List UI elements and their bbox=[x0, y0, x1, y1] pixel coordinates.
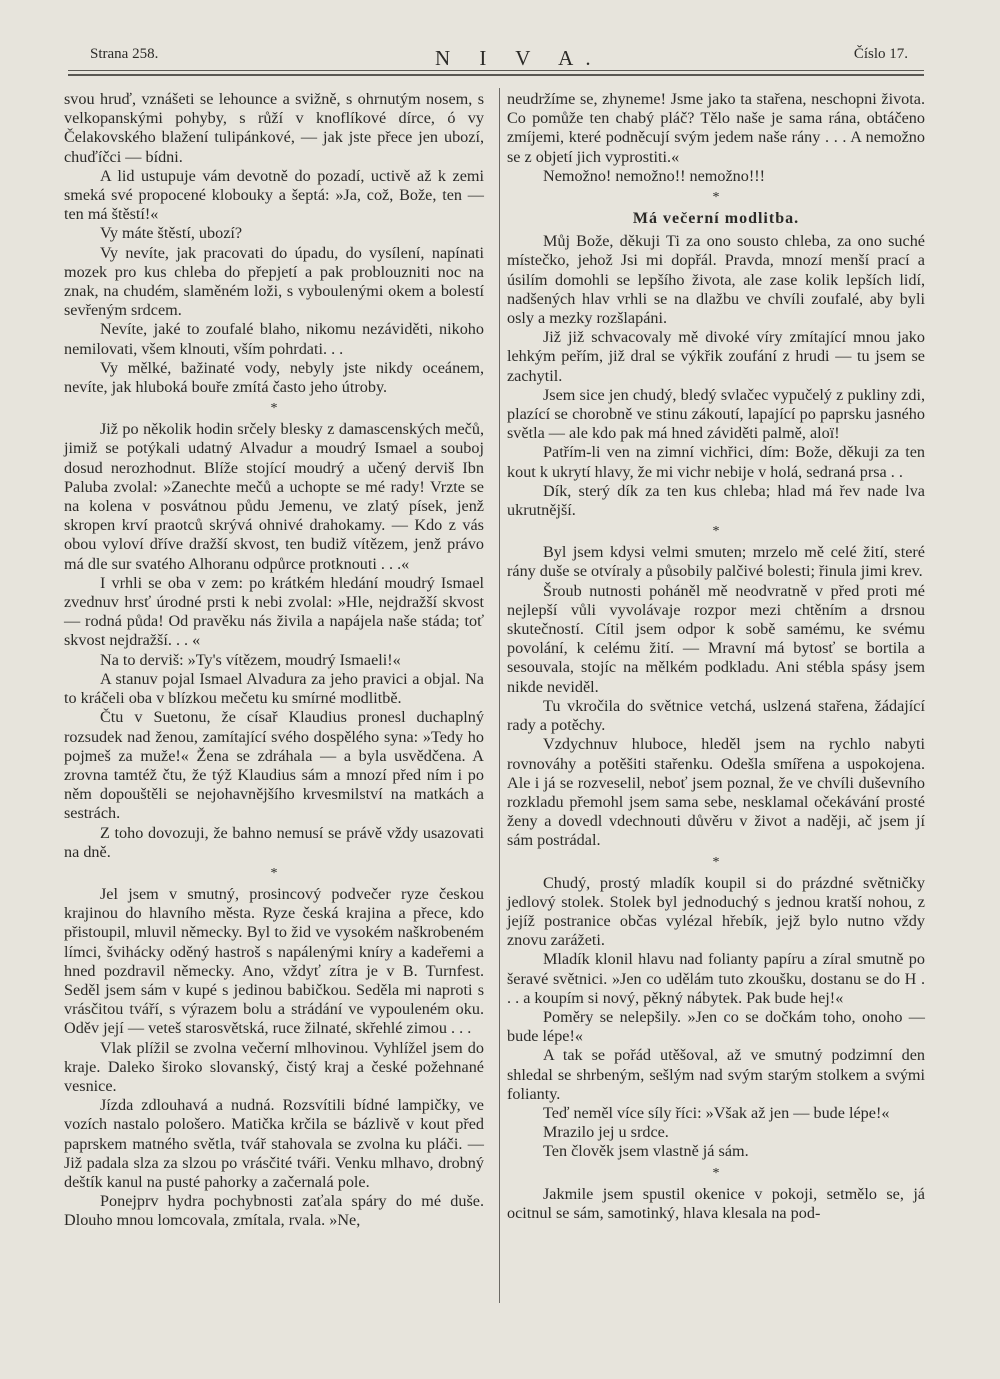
column-divider bbox=[499, 88, 500, 1303]
paragraph: Již po několik hodin srčely blesky z damascenských mečů, jimiž se potýkali udatný Alvadur a moudrý Ismael a souboj dosud nerozhodnut. Blíže stojící moudrý a učený derviš Ibn Paluba zvolal: »Zanechte mečů a uchopte se mé rady! Vrzte se na kolena v posvátnou půdu Jemenu, ve zlatý písek, jenž skropen krví praotců skrývá ohnivé drahokamy. — Kdo z vás obou vyloví dříve dražší skvost, ten budiž vítězem, jenž právo má dle sur svatého Alhoranu odpůrce protknouti . . .« bbox=[64, 420, 484, 573]
paragraph: Vlak plížil se zvolna večerní mlhovinou. Vyhlížel jsem do kraje. Daleko široko slovanský, čistý kraj a české požehnané vesnice. bbox=[64, 1038, 484, 1095]
section-separator-asterisk: * bbox=[270, 865, 278, 881]
section-heading: Má večerní modlitba. bbox=[632, 210, 800, 228]
right-column bbox=[507, 90, 925, 1223]
page-number: Strana 258. bbox=[90, 46, 159, 62]
paragraph: Vzdychnuv hluboce, hleděl jsem na rychlo nabyti rovnováhy a potěšiti stařenku. Odešla smířena a uspokojena. Ale i já se rozveselil, neboť jsem poznal, že ve chvíli duševního rozkladu přemohl jsem sama sebe, nesklamal očekávání prosté ženy a dovedl vdechnouti důvěru v život a naději, ač jsem jí sám postrádal. bbox=[507, 735, 925, 850]
paragraph: Ponejprv hydra pochybnosti zaťala spáry do mé duše. Dlouho mnou lomcovala, zmítala, rvala. »Ne, bbox=[64, 1192, 484, 1230]
paragraph: Poměry se nelepšily. »Jen co se dočkám toho, onoho — bude lépe!« bbox=[507, 1007, 925, 1046]
paragraph: Patřím-li ven na zimní vichřici, dím: Bože, děkuji za ten kout k ukrytí hlavy, že mi vichr nebije v holá, sedraná prsa . . bbox=[507, 443, 925, 481]
paragraph: Vy nevíte, jak pracovati do úpadu, do vysílení, napínati mozek pro kus chleba do přepjetí a pak problouzniti noc na znak, na chudém, slaměném loži, s vyboulenými okem a bolestí sevřeným srdcem. bbox=[64, 243, 484, 320]
paragraph: Čtu v Suetonu, že císař Klaudius pronesl duchaplný rozsudek nad ženou, zamítající svého dospělého syna: »Tedy ho pojmeš za muže!« Žena se zdráhala — a byla usvědčena. A zrovna tamtéž čtu, že týž Klaudius sám a mnozí před ním i po něm dopouštěli se nejohavnějšího krvesmilství na matkách a sestrách. bbox=[64, 708, 484, 823]
paragraph: Jakmile jsem spustil okenice v pokoji, setmělo se, já ocitnul se sám, samotinký, hlava klesala na pod- bbox=[507, 1184, 925, 1222]
paragraph: Mrazilo jej u srdce. bbox=[543, 1123, 669, 1142]
paragraph: Byl jsem kdysi velmi smuten; mrzelo mě celé žití, steré rány duše se otvíraly a působily palčivé bolesti; řinula jimi krev. bbox=[507, 543, 925, 581]
issue-number: Číslo 17. bbox=[853, 46, 908, 62]
paragraph: A stanuv pojal Ismael Alvadura za jeho pravici a objal. Na to kráčeli oba v blízkou mečetu ku smírné modlitbě. bbox=[64, 669, 484, 708]
paragraph: svou hruď, vznášeti se lehounce a svižně, s ohrnutým nosem, s velkopanskými pohyby, s růží v knoflíkové dírce, ó vy Čelakovského blažení tulipánkové, — jak jste přece jen ubozí, chuďíčci — bídni. bbox=[64, 90, 484, 166]
paragraph: Vy máte štěstí, ubozí? bbox=[100, 224, 243, 243]
paragraph: A tak se pořád utěšoval, až ve smutný podzimní den shledal se shrbeným, sešlým nad svým starým stolkem a svými folianty. bbox=[507, 1046, 925, 1103]
paragraph: Šroub nutnosti poháněl mě neodvratně v před proti mé nejlepší vůli vyvolávaje rozpor mezi chtěním a drsnou skutečností. Cítil jsem odpor k sobě samému, ke svému povolání, k celému žití. — Mravní má bytosť se bortila a sesouvala, stojíc na mělkém podkladu. Ani stébla spásy jsem nikde neviděl. bbox=[507, 581, 925, 696]
paragraph: Vy mělké, bažinaté vody, nebyly jste nikdy oceánem, nevíte, jak hluboká bouře zmítá často jeho útroby. bbox=[64, 358, 484, 397]
paragraph: Jízda zdlouhavá a nudná. Rozsvítili bídné lampičky, ve vozích nastalo pološero. Matička krčila se bázlivě v kout před paprskem matného světla, tvář stahovala se zvolna ku pláči. — Již padala slza za slzou po vrásčité tváři. Venku mlhavo, drobný deštík kanul na pusté pahorky a začernalá pole. bbox=[64, 1096, 484, 1191]
paragraph: Mladík klonil hlavu nad folianty papíru a zíral smutně po šeravé světnici. »Jen co udělám tuto zkoušku, dostanu se do H . . . a koupím si nový, pěkný nábytek. Pak bude hej!« bbox=[507, 950, 925, 1007]
section-separator-asterisk: * bbox=[712, 1165, 720, 1181]
section-separator-asterisk: * bbox=[712, 524, 720, 540]
paragraph: Z toho dovozuji, že bahno nemusí se právě vždy usazovati na dně. bbox=[64, 823, 484, 861]
paragraph: Nemožno! nemožno!! nemožno!!! bbox=[543, 166, 766, 185]
paragraph: A lid ustupuje vám devotně do pozadí, uctivě až k zemi smeká své propocené klobouky a šeptá: »Ja, což, Bože, ten — ten má štěstí!« bbox=[64, 166, 484, 224]
paragraph: Chudý, prostý mladík koupil si do prázdné světničky jedlový stolek. Stolek byl jednoduchý s jednou kratší nohou, z jejíž postranice občas vylézal hřebík, jejž bylo nutno vždy znovu zarážeti. bbox=[507, 873, 925, 950]
header-rule bbox=[68, 70, 924, 71]
paragraph: Nevíte, jaké to zoufalé blaho, nikomu nezáviděti, nikoho nemilovati, všem klnouti, vším pohrdati. . . bbox=[64, 320, 484, 358]
section-separator-asterisk: * bbox=[712, 190, 720, 206]
page-header bbox=[90, 46, 920, 70]
paragraph: neudržíme se, zhyneme! Jsme jako ta stařena, neschopni života. Co pomůže ten chabý pláč? Tělo naše je sama rána, obtáčeno zmíjemi, které podněcují svým jedem naše rány . . . A nemožno se z objetí jich vyprostiti.« bbox=[507, 90, 925, 166]
paragraph: Ten člověk jsem vlastně já sám. bbox=[543, 1142, 749, 1161]
paragraph: Tu vkročila do světnice vetchá, uslzená stařena, žádající rady a potěchy. bbox=[507, 696, 925, 735]
section-separator-asterisk: * bbox=[270, 401, 278, 417]
paragraph: I vrhli se oba v zem: po krátkém hledání moudrý Ismael zvednuv hrsť úrodné prsti k nebi zvolal: »Hle, nejdražší skvost — rodná půda! Od pravěku nás živila a napájela naše stáda; toť skvost nejdražší. . . « bbox=[64, 573, 484, 650]
section-separator-asterisk: * bbox=[712, 854, 720, 870]
header-rule-thick bbox=[68, 74, 924, 76]
paragraph: Teď neměl více síly říci: »Však až jen — bude lépe!« bbox=[543, 1103, 890, 1122]
paragraph: Můj Bože, děkuji Ti za ono sousto chleba, za ono suché místečko, jehož Jsi mi dopřál. Pravda, mnozí menší prací a úsilím domohli se lepšího života, ale zase kolik lepších lidí, nadšených hlav vrhli se na dlažbu ve chvíli zoufalé, aby byli osly a mezky rozšlapáni. bbox=[507, 232, 925, 328]
paragraph: Dík, sterý dík za ten kus chleba; hlad má řev nade lva ukrutnější. bbox=[507, 481, 925, 520]
publication-title: N I V A. bbox=[435, 46, 603, 70]
left-column bbox=[64, 90, 484, 1231]
paragraph: Jsem sice jen chudý, bledý svlačec vypučelý z pukliny zdi, plazící se chorobně ve stinu zákoutí, lapající po paprsku jasného světla — ale kdo pak má hned záviděti palmě, aloï! bbox=[507, 385, 925, 443]
paragraph: Již již schvacovaly mě divoké víry zmítající mnou jako lehkým peřím, již dral se výkřik zoufání z hrudi — tu jsem se zachytil. bbox=[507, 328, 925, 385]
paragraph: Na to derviš: »Ty's vítězem, moudrý Ismaeli!« bbox=[100, 650, 401, 669]
paragraph: Jel jsem v smutný, prosincový podvečer ryze českou krajinou do hlavního města. Ryze česká krajina a přece, kdo přistoupil, mluvil německy. Byl to žid ve vysokém naškrobeném límci, švihácky oděný hastroš s napálenými kníry a kadeřemi a hned pozdravil německy. Ano, vždyť zítra je v B. Turnfest. Seděl jsem sám v kupé s jedinou babičkou. Seděla mi naproti s vrásčitou tváří, s výrazem bolu a strádání ve vypouleném oku. Oděv její — veteš starosvětská, ruce žilnaté, skřehlé zimou . . . bbox=[64, 884, 484, 1038]
